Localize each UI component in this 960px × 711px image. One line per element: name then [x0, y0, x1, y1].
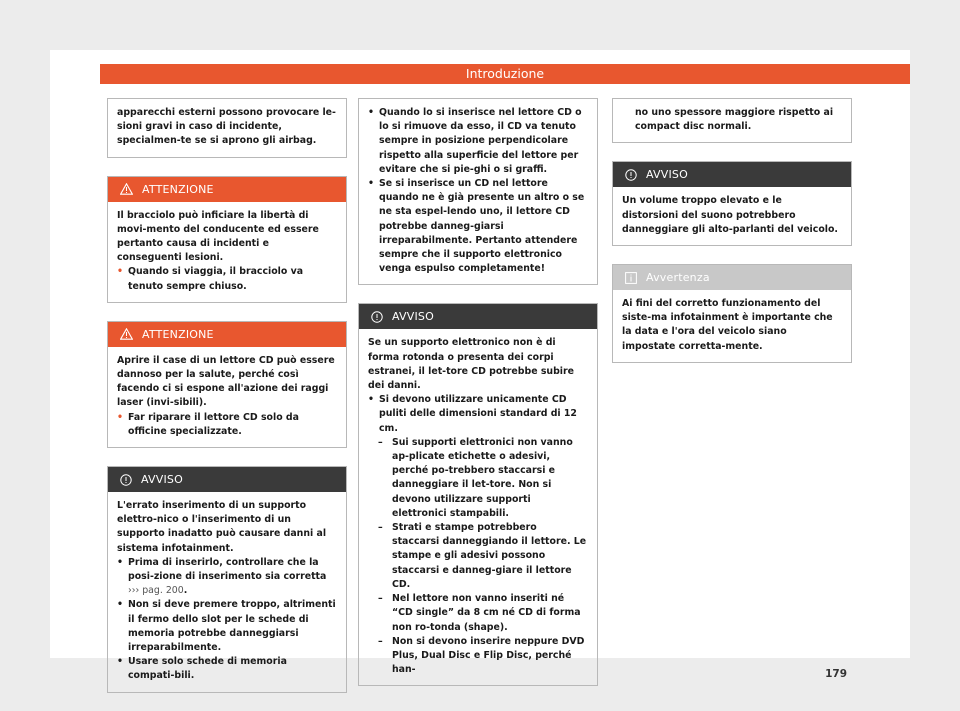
note-box — [612, 264, 852, 363]
column-3 — [612, 98, 852, 381]
intro-text: apparecchi esterni possono provocare le-sioni gravi in caso di incidente, specialmen-te se si aprono gli airbag. — [117, 107, 336, 147]
warning-text: Il bracciolo può inficiare la libertà di movi-mento del conducente ed essere pertanto causa di incidenti e conseguenti lesioni. — [117, 209, 319, 264]
notice-text: Se un supporto elettronico non è di forma rotonda o presenta dei corpi estranei, il let-tore CD potrebbe subire dei danni. — [368, 337, 574, 392]
notice-header — [359, 304, 597, 329]
manual-page — [50, 50, 910, 682]
warning-header — [108, 322, 346, 347]
info-circle-icon — [120, 474, 132, 486]
page-reference-link[interactable]: ››› pag. 200 — [128, 585, 184, 597]
warning-title: ATTENZIONE — [142, 327, 214, 341]
warning-box-laser — [107, 321, 347, 448]
intro-box — [107, 98, 347, 158]
notice-header — [108, 467, 346, 492]
page-number: 179 — [825, 668, 847, 680]
column-2 — [358, 98, 598, 704]
list-item: • Prima di inserirlo, controllare che la posi-zione di inserimento sia corretta ››› pag. 200. — [117, 556, 327, 597]
list-item: • Quando si viaggia, il bracciolo va tenuto sempre chiuso. — [117, 266, 304, 292]
warning-triangle-icon — [120, 183, 133, 195]
notice-box-volume — [612, 161, 852, 246]
column-1 — [107, 98, 347, 711]
notice-title: AVVISO — [646, 168, 688, 182]
continued-box — [612, 98, 852, 143]
note-title: Avvertenza — [646, 271, 710, 285]
list-item: • Non si deve premere troppo, altrimenti il fermo dello slot per le schede di memoria potrebbe danneggiarsi irreparabilmente. — [117, 599, 336, 654]
list-item: • Far riparare il lettore CD solo da officine specializzate. — [117, 411, 299, 437]
sub-list-item: – Nel lettore non vanno inseriti né “CD single” da 8 cm né CD di forma non ro-tonda (shape). — [378, 593, 581, 633]
notice-header — [613, 162, 851, 187]
list-item: • Se si inserisce un CD nel lettore quando ne è già presente un altro o se ne sta espel-lendo uno, il lettore CD potrebbe danneg-giarsi irreparabilmente. Pertanto attendere sempre che il supporto elettronico venga espulso completamente! — [368, 178, 585, 275]
sub-list-item: – Sui supporti elettronici non vanno ap-plicate etichette o adesivi, perché po-trebbero staccarsi e danneggiare il let-tore. Non si devono utilizzare supporti elettronici stampabili. — [378, 436, 573, 519]
notice-box-cd — [358, 303, 598, 686]
notice-title: AVVISO — [141, 473, 183, 487]
warning-text: Aprire il case di un lettore CD può essere dannoso per la salute, perché così facendo ci si espone all'azione dei raggi laser (invi-sibili). — [117, 354, 335, 409]
warning-header — [108, 177, 346, 202]
note-text: Ai fini del corretto funzionamento del siste-ma infotainment è importante che la data e l'ora del veicolo siano impostate corretta-mente. — [622, 298, 833, 352]
page-header: Introduzione — [100, 64, 910, 84]
list-item: • Quando lo si inserisce nel lettore CD o lo si rimuove da esso, il CD va tenuto sempre in posizione perpendicolare rispetto alla superficie del lettore per evitare che si pie-ghi o si graffi. — [368, 107, 582, 175]
info-square-icon — [625, 272, 637, 284]
continued-text: no uno spessore maggiore rispetto ai compact disc normali. — [635, 107, 834, 133]
warning-box-armrest — [107, 176, 347, 303]
info-circle-icon — [371, 311, 383, 323]
sub-list-item: – Strati e stampe potrebbero staccarsi danneggiando il lettore. Le stampe e gli adesivi possono staccarsi e danneg-giare il lettore CD. — [378, 522, 587, 590]
warning-title: ATTENZIONE — [142, 182, 214, 196]
warning-triangle-icon — [120, 328, 133, 340]
info-circle-icon — [625, 169, 637, 181]
notice-title: AVVISO — [392, 310, 434, 324]
list-item: • Si devono utilizzare unicamente CD puliti delle dimensioni standard di 12 cm. — [368, 394, 577, 434]
sub-list-item: – Non si devono inserire neppure DVD Plus, Dual Disc e Flip Disc, perché han- — [378, 635, 585, 676]
notice-box-media — [107, 466, 347, 693]
continued-box — [358, 98, 598, 285]
notice-text: L'errato inserimento di un supporto elettro-nico o l'inserimento di un supporto inadatto può causare danni al sistema infotainment. — [117, 500, 327, 554]
list-item: • Usare solo schede di memoria compati-bili. — [117, 656, 287, 682]
notice-text: Un volume troppo elevato e le distorsioni del suono potrebbero danneggiare gli alto-parlanti del veicolo. — [622, 195, 838, 235]
note-header — [613, 265, 851, 290]
